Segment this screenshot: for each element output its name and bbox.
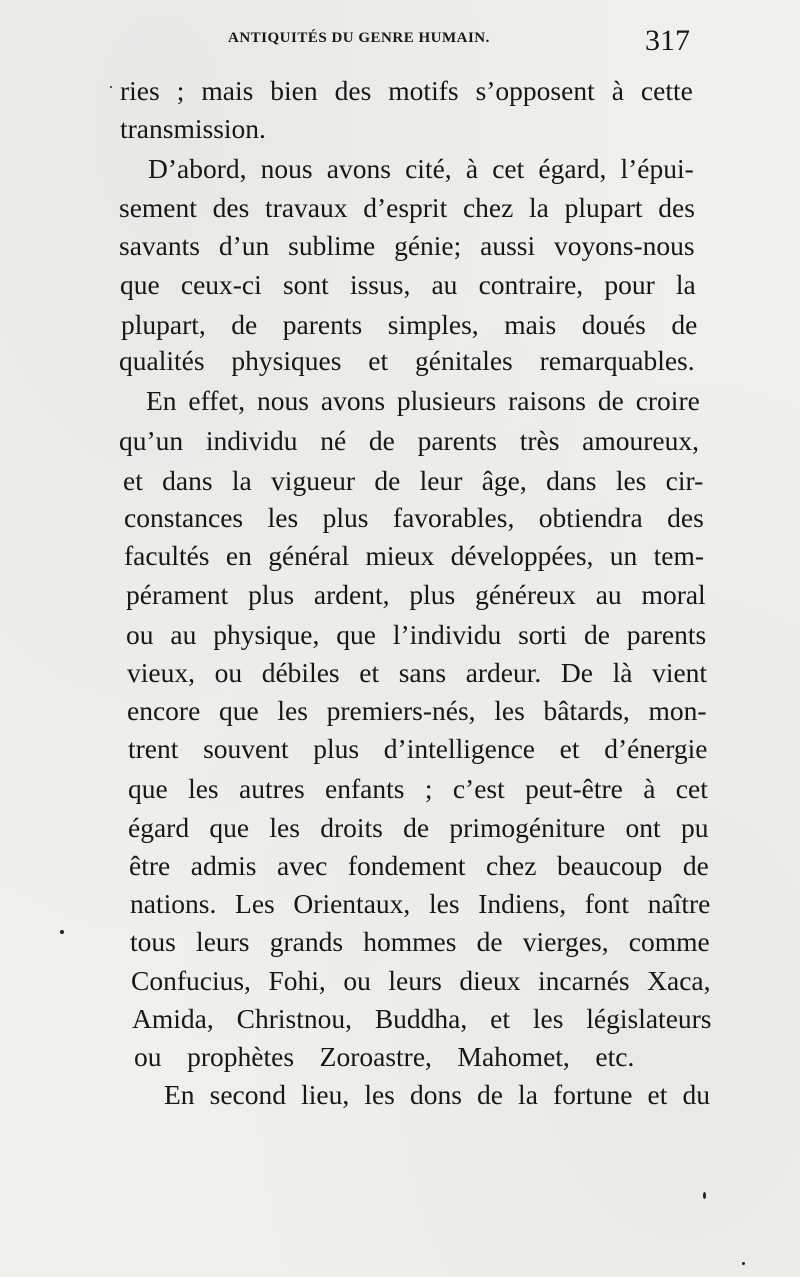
paper-speck bbox=[742, 1262, 745, 1265]
text-line: Amida, Christnou, Buddha, et les législateurs bbox=[132, 1003, 712, 1034]
text-line: plupart, de parents simples, mais doués de bbox=[121, 309, 698, 340]
text-line: savants d’un sublime génie; aussi voyons-nous bbox=[119, 230, 695, 261]
paper-speck bbox=[60, 930, 64, 934]
text-line: transmission. bbox=[120, 113, 266, 144]
paper-speck bbox=[703, 1192, 706, 1199]
text-line: vieux, ou débiles et sans ardeur. De là vient bbox=[127, 657, 708, 688]
text-line: que les autres enfants ; c’est peut-être à cet bbox=[128, 773, 708, 804]
text-line: qu’un individu né de parents très amoureux, bbox=[119, 425, 699, 456]
text-line: sement des travaux d’esprit chez la plupart des bbox=[119, 192, 695, 223]
text-line: ou au physique, que l’individu sorti de parents bbox=[126, 619, 707, 650]
text-line: pérament plus ardent, plus généreux au moral bbox=[126, 579, 706, 610]
text-line: encore que les premiers-nés, les bâtards, mon- bbox=[127, 695, 707, 726]
text-line: En second lieu, les dons de la fortune et du bbox=[164, 1079, 710, 1110]
text-line: En effet, nous avons plusieurs raisons de croire bbox=[146, 385, 700, 416]
text-line: tous leurs grands hommes de vierges, comme bbox=[130, 926, 710, 957]
text-line: constances les plus favorables, obtiendra des bbox=[124, 502, 704, 533]
text-line: nations. Les Orientaux, les Indiens, font naître bbox=[130, 888, 711, 919]
text-line: trent souvent plus d’intelligence et d’énergie bbox=[128, 733, 708, 764]
text-line: égard que les droits de primogéniture ont pu bbox=[128, 812, 709, 843]
text-line: facultés en général mieux développées, un tem- bbox=[124, 540, 705, 571]
text-line: ou prophètes Zoroastre, Mahomet, etc. bbox=[134, 1041, 635, 1072]
page-number: 317 bbox=[645, 24, 690, 57]
text-line: que ceux-ci sont issus, au contraire, pour la bbox=[120, 269, 696, 300]
text-line: D’abord, nous avons cité, à cet égard, l’épui- bbox=[148, 153, 694, 184]
text-line: être admis avec fondement chez beaucoup de bbox=[129, 850, 709, 881]
running-head-title: ANTIQUITÉS DU GENRE HUMAIN. bbox=[228, 30, 490, 46]
paper-speck bbox=[110, 86, 112, 88]
text-line: et dans la vigueur de leur âge, dans les cir- bbox=[123, 465, 704, 496]
text-line: Confucius, Fohi, ou leurs dieux incarnés Xaca, bbox=[131, 965, 711, 996]
text-line: qualités physiques et génitales remarquables. bbox=[119, 345, 695, 376]
text-line: ries ; mais bien des motifs s’opposent à cette bbox=[120, 75, 693, 106]
